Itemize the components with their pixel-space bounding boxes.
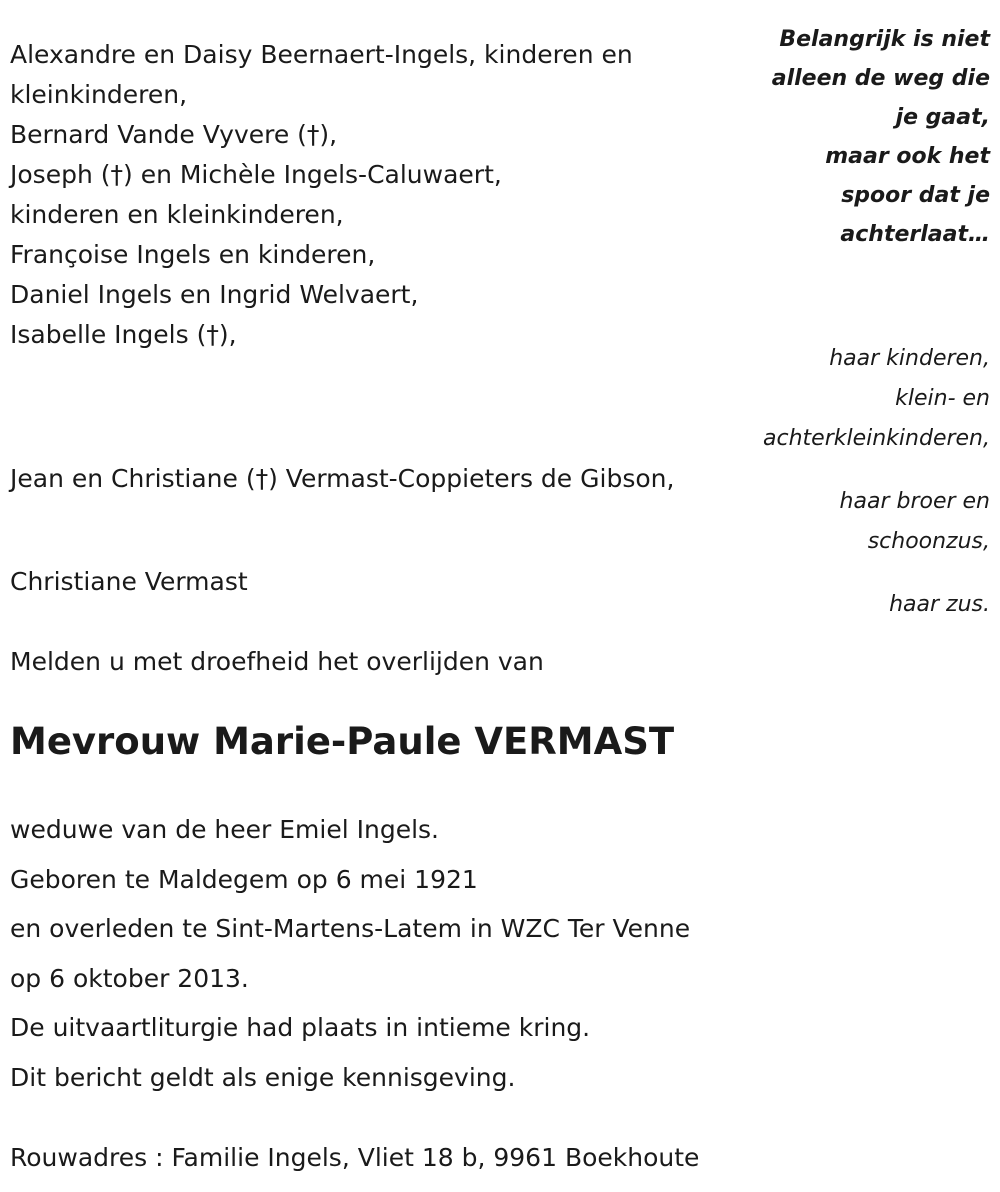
details-line: op 6 oktober 2013. bbox=[10, 963, 249, 993]
family-brother bbox=[10, 459, 674, 499]
role-line: haar broer en bbox=[839, 489, 990, 514]
quote-line: spoor dat je bbox=[841, 183, 990, 208]
family-sister bbox=[10, 562, 248, 602]
details-line: Dit bericht geldt als enige kennisgeving. bbox=[10, 1062, 516, 1092]
details-block bbox=[10, 805, 690, 1102]
quote-line: je gaat, bbox=[895, 105, 990, 130]
details-line: Geboren te Maldegem op 6 mei 1921 bbox=[10, 864, 478, 894]
role-line: schoonzus, bbox=[867, 529, 990, 554]
mourning-address bbox=[10, 1138, 699, 1178]
deceased-name: Mevrouw Marie-Paule VERMAST bbox=[10, 720, 675, 763]
role-line: klein- en bbox=[895, 386, 990, 411]
details-line: De uitvaartliturgie had plaats in intieme kring. bbox=[10, 1013, 591, 1042]
family-line: Alexandre en Daisy Beernaert-Ingels, kinderen en bbox=[10, 40, 633, 69]
role-brother bbox=[840, 482, 990, 562]
family-line: kleinkinderen, bbox=[10, 80, 188, 109]
details-line: weduwe van de heer Emiel Ingels. bbox=[10, 815, 440, 844]
role-children bbox=[763, 339, 990, 459]
address-text: Rouwadres : Familie Ingels, Vliet 18 b, 9961 Boekhoute bbox=[10, 1143, 700, 1172]
role-line: haar kinderen, bbox=[829, 346, 990, 371]
quote-line: achterlaat… bbox=[840, 222, 990, 247]
role-sister bbox=[889, 585, 990, 625]
family-line: Christiane Vermast bbox=[10, 567, 248, 596]
family-line: Bernard Vande Vyvere (†), bbox=[10, 120, 338, 149]
quote-block bbox=[730, 20, 990, 254]
quote-line: alleen de weg die bbox=[771, 66, 990, 91]
family-line: Jean en Christiane (†) Vermast-Coppieters de Gibson, bbox=[10, 464, 675, 493]
role-line: haar zus. bbox=[889, 592, 990, 617]
quote-line: maar ook het bbox=[825, 144, 990, 169]
role-line: achterkleinkinderen, bbox=[763, 426, 990, 451]
family-line: Joseph (†) en Michèle Ingels-Caluwaert, bbox=[10, 160, 502, 189]
family-line: kinderen en kleinkinderen, bbox=[10, 200, 344, 229]
family-line: Isabelle Ingels (†), bbox=[10, 320, 237, 349]
family-line: Françoise Ingels en kinderen, bbox=[10, 240, 376, 269]
details-line: en overleden te Sint-Martens-Latem in WZC Ter Venne bbox=[10, 914, 691, 943]
announcement-text: Melden u met droefheid het overlijden van bbox=[10, 647, 544, 676]
family-line: Daniel Ingels en Ingrid Welvaert, bbox=[10, 280, 419, 309]
quote-line: Belangrijk is niet bbox=[779, 27, 990, 52]
family-list-children bbox=[10, 35, 633, 355]
announcement bbox=[10, 642, 544, 682]
